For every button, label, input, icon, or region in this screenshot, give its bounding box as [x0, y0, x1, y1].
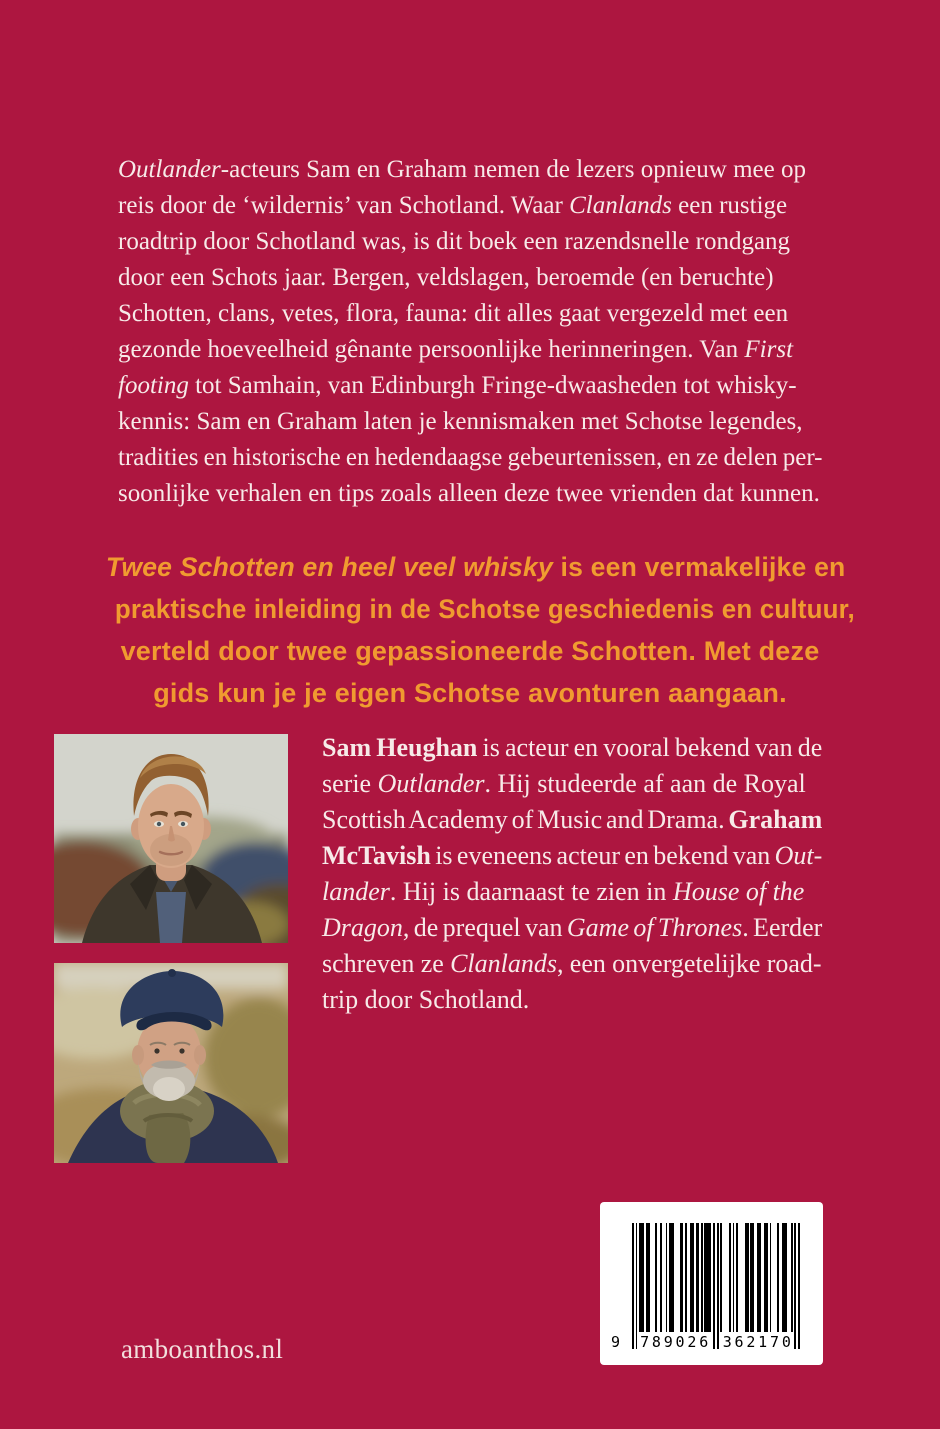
text-line: footing tot Samhain, van Edinburgh Fringe-dwaasheden tot whisky- — [118, 372, 797, 399]
text-line: soonlijke verhalen en tips zoals alleen deze twee vrienden dat kunnen. — [118, 480, 820, 507]
text-line: Sam Heughan is acteur en vooral bekend van de — [322, 733, 823, 762]
text-line: Dragon, de prequel van Game of Thrones. Eerder — [322, 913, 823, 942]
text-line: kennis: Sam en Graham laten je kennismaken met Schotse legendes, — [118, 408, 803, 435]
text-line: reis door de ‘wildernis’ van Schotland. Waar Clanlands een rustige — [118, 192, 788, 219]
barcode-bars — [632, 1223, 799, 1349]
author-bio — [322, 730, 822, 1018]
sam-heughan-photo — [54, 734, 288, 943]
text-line: lander. Hij is daarnaast te zien in House of the — [322, 877, 805, 906]
barcode — [600, 1202, 823, 1365]
graham-mctavish-photo — [54, 963, 288, 1163]
barcode-right-digits: 3 6 2 1 7 0 — [720, 1335, 794, 1350]
text-line: McTavish is eveneens acteur en bekend van Out- — [322, 841, 823, 870]
text-line: Twee Schotten en heel veel whisky is een vermakelijke en — [105, 552, 846, 582]
text-line: tradities en historische en hedendaagse gebeurtenissen, en ze delen per- — [118, 444, 823, 471]
text-line: schreven ze Clanlands, een onvergetelijke road- — [322, 949, 822, 978]
text-line: verteld door twee gepassioneerde Schotten. Met deze — [120, 636, 820, 666]
barcode-left-digits: 7 8 9 0 2 6 — [637, 1335, 711, 1350]
text-line: roadtrip door Schotland was, is dit boek een razendsnelle rondgang — [118, 228, 791, 255]
text-line: Outlander-acteurs Sam en Graham nemen de lezers opnieuw mee op — [118, 156, 806, 183]
publisher-website: amboanthos.nl — [121, 1334, 284, 1364]
synopsis-paragraph — [118, 152, 822, 512]
text-line: gids kun je je eigen Schotse avonturen aangaan. — [153, 678, 787, 708]
text-line: serie Outlander. Hij studeerde af aan de Royal — [322, 769, 806, 798]
text-line: trip door Schotland. — [322, 985, 530, 1014]
highlight-paragraph — [100, 546, 855, 714]
text-line: Scottish Academy of Music and Drama. Graham — [322, 805, 823, 834]
barcode-prefix-digit: 9 — [611, 1333, 621, 1351]
text-line: praktische inleiding in de Schotse geschiedenis en cultuur, — [114, 594, 855, 624]
text-line: door een Schots jaar. Bergen, veldslagen, beroemde (en beruchte) — [118, 264, 774, 291]
text-line: gezonde hoeveelheid gênante persoonlijke herinneringen. Van First — [118, 336, 794, 363]
text-line: Schotten, clans, vetes, flora, fauna: dit alles gaat vergezeld met een — [118, 300, 789, 327]
